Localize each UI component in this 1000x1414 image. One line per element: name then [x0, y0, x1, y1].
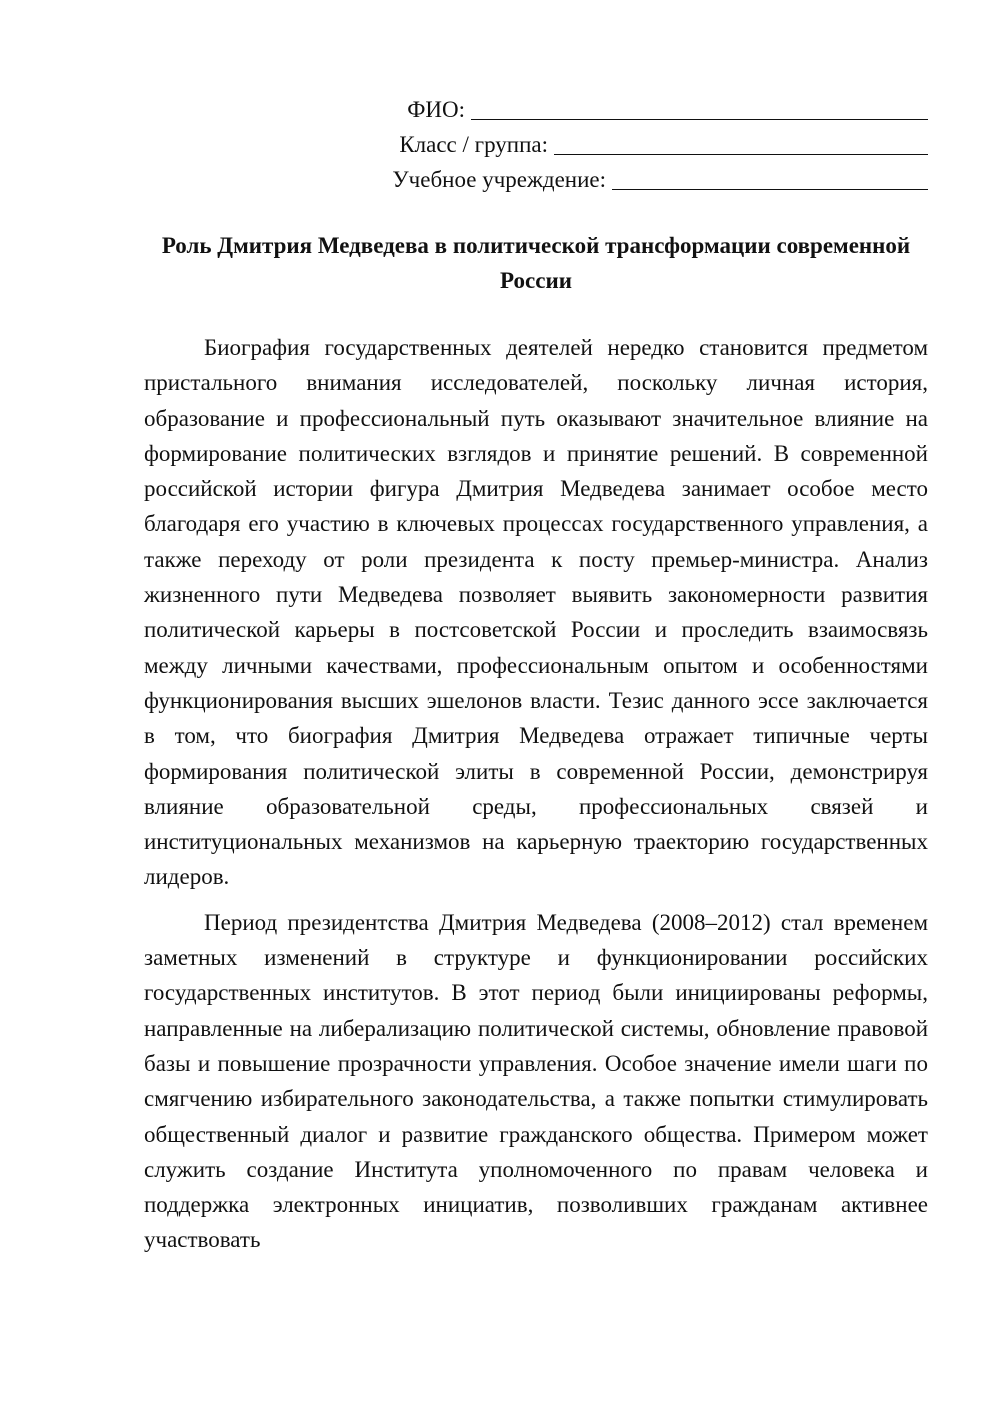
institution-blank-line — [612, 163, 928, 190]
paragraph-2: Период президентства Дмитрия Медведева (2008–2012) стал временем заметных изменений в структуре и функционировании российских государственных институтов. В этот период были инициированы реформы, направленные на либерализацию политической системы, обновление правовой базы и повышение прозрачности управления. Особое значение имели шаги по смягчению избирательного законодательства, а также попытки стимулировать общественный диалог и развитие гражданского общества. Примером может служить создание Института уполномоченного по правам человека и поддержка электронных инициатив, позволивших гражданам активнее участвовать — [144, 909, 928, 1253]
paragraph-1: Биография государственных деятелей нередко становится предметом пристального внимания исследователей, поскольку личная история, образование и профессиональный путь оказывают значительное влияние на формирование политических взглядов и принятие решений. В современной российской истории фигура Дмитрия Медведева занимает особое место благодаря его участию в ключевых процессах государственного управления, а также переходу от роли президента к посту премьер-министра. Анализ жизненного пути Медведева позволяет выявить закономерности развития политической карьеры в постсоветской России и проследить взаимосвязь между личными качествами, профессиональным опытом и особенностями функционирования высших эшелонов власти. Тезис данного эссе заключается в том, что биография Дмитрия Медведева отражает типичные черты формирования политической элиты в современной России, демонстрируя влияние образовательной среды, профессиональных связей и институциональных механизмов на карьерную траекторию государственных лидеров. — [144, 335, 928, 890]
class-blank-line — [554, 128, 928, 155]
class-row — [360, 127, 928, 162]
fio-label: ФИО: — [407, 97, 465, 122]
student-info-fields — [360, 92, 928, 197]
fio-blank-line — [471, 93, 928, 120]
essay-body — [144, 330, 928, 1258]
institution-row — [360, 162, 928, 197]
fio-row — [360, 92, 928, 127]
institution-label: Учебное учреждение: — [392, 167, 606, 192]
class-label: Класс / группа: — [399, 132, 548, 157]
essay-title: Роль Дмитрия Медведева в политической трансформации современной России — [161, 233, 911, 293]
